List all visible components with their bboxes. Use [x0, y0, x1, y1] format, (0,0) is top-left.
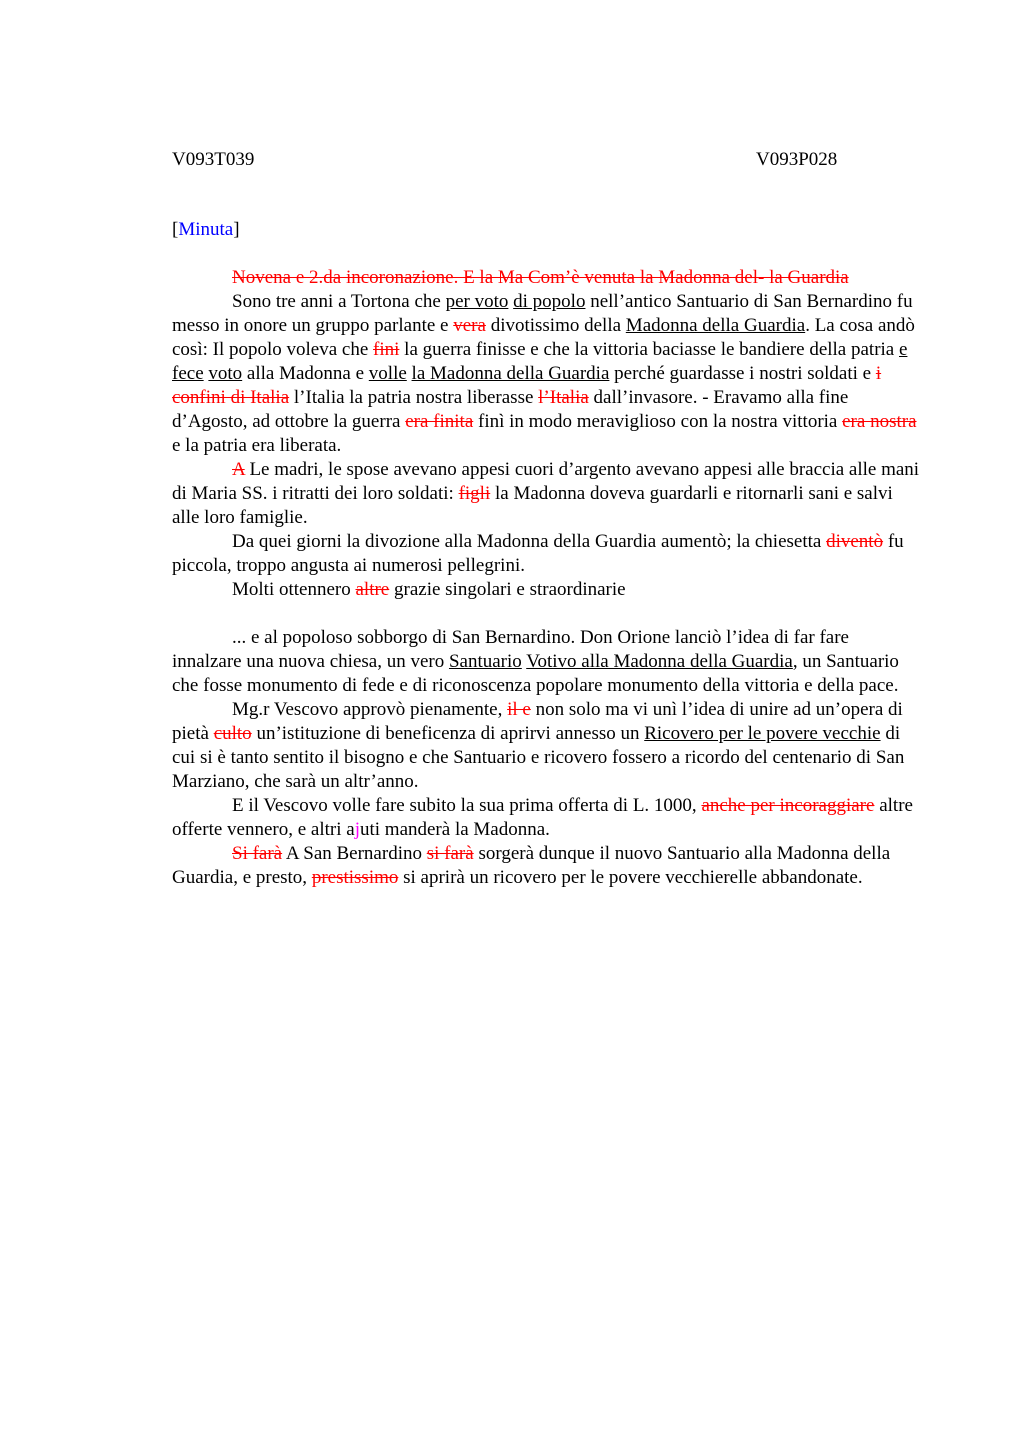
paragraph-3 — [172, 458, 922, 530]
paragraph-gap — [172, 602, 922, 626]
deleted-text: vera — [453, 315, 486, 336]
text: l’Italia la patria nostra liberasse — [289, 387, 539, 408]
text: Molti ottennero — [232, 579, 356, 600]
deleted-text: Novena e 2.da incoronazione. E la Ma Com’è venuta la Madonna del- la Guardia — [232, 267, 849, 288]
deleted-text: i confini di Italia — [172, 363, 882, 408]
text: ... e al popoloso sobborgo di San Bernardino. Don Orione lanciò l’idea di far fare innalzare una nuova chiesa, un vero — [172, 627, 849, 672]
paragraph-6 — [172, 626, 922, 698]
deleted-text: era finita — [405, 411, 474, 432]
text: perché guardasse i nostri soldati e — [609, 363, 876, 384]
text: la Madonna doveva guardarli e ritornarli sani e salvi alle loro famiglie. — [172, 483, 893, 528]
text: la guerra finisse e che la vittoria baciasse le bandiere della patria — [399, 339, 899, 360]
text: Da quei giorni la divozione alla Madonna della Guardia aumentò; la chiesetta — [232, 531, 827, 552]
underlined-text: di popolo — [513, 291, 586, 312]
underlined-text: per voto — [445, 291, 509, 312]
text: E il Vescovo volle fare subito la sua prima offerta di L. 1000, — [232, 795, 702, 816]
paragraph-2 — [172, 290, 922, 458]
text: . La cosa andò così: Il popolo voleva che — [172, 315, 915, 360]
text: dall’invasore. - Eravamo alla fine d’Agosto, ad ottobre la guerra — [172, 387, 849, 432]
paragraph-8 — [172, 794, 922, 842]
text: di cui si è tanto sentito il bisogno e che Santuario e ricovero fossero a ricordo del centenario di San Marziano, che sarà un altr’anno. — [172, 723, 905, 792]
code-right: V093P028 — [756, 149, 838, 170]
document-body — [172, 266, 922, 890]
document-page — [172, 148, 922, 890]
text: Le madri, le spose avevano appesi cuori d’argento avevano appesi alle braccia alle mani di Maria SS. i ritratti dei loro soldati: — [172, 459, 920, 504]
deleted-text: prestissimo — [311, 867, 399, 888]
text: finì in modo meraviglioso con la nostra vittoria — [473, 411, 843, 432]
paragraph-9 — [172, 842, 922, 890]
text: e la patria era liberata. — [172, 435, 342, 456]
text: divotissimo della — [485, 315, 626, 336]
underlined-text: volle — [368, 363, 407, 384]
text: uti manderà la Madonna. — [359, 819, 550, 840]
paragraph-5 — [172, 578, 922, 602]
text: Sono tre anni a Tortona che — [232, 291, 446, 312]
text: altre offerte vennero, e altri a — [172, 795, 913, 840]
underlined-text: Madonna della Guardia — [625, 315, 806, 336]
underlined-text: Votivo alla Madonna della Guardia — [526, 651, 793, 672]
text: , un Santuario che fosse monumento di fede e di riconoscenza popolare monumento della vittoria e della pace. — [172, 651, 899, 696]
bracket-open: [ — [172, 219, 179, 240]
deleted-text: culto — [213, 723, 252, 744]
text: fu piccola, troppo angusta ai numerosi pellegrini. — [172, 531, 904, 576]
deleted-text: anche per incoraggiare — [701, 795, 875, 816]
underlined-text: la Madonna della Guardia — [411, 363, 610, 384]
deleted-text: l’Italia — [538, 387, 589, 408]
deleted-text: il e — [507, 699, 531, 720]
text: si aprirà un ricovero per le povere vecchierelle abbandonate. — [398, 867, 863, 888]
code-left: V093T039 — [172, 149, 255, 170]
deleted-text: fini — [373, 339, 400, 360]
deleted-text: figli — [458, 483, 491, 504]
deleted-text: A — [232, 459, 245, 480]
document-codes — [172, 148, 922, 172]
paragraph-title-deleted — [172, 266, 922, 290]
text: sorgerà dunque il nuovo Santuario alla Madonna della Guardia, e presto, — [172, 843, 891, 888]
text: Mg.r Vescovo approvò pienamente, — [232, 699, 508, 720]
deleted-text: si farà — [426, 843, 474, 864]
text: nell’antico Santuario di San Bernardino fu messo in onore un gruppo parlante e — [172, 291, 913, 336]
underlined-text: Ricovero per le povere vecchie — [644, 723, 881, 744]
deleted-text: diventò — [826, 531, 884, 552]
underlined-text: voto — [208, 363, 243, 384]
inserted-text: j — [354, 819, 360, 840]
heading-label: Minuta — [178, 219, 234, 240]
deleted-text: era nostra — [842, 411, 917, 432]
text: grazie singolari e straordinarie — [389, 579, 626, 600]
paragraph-7 — [172, 698, 922, 794]
document-heading — [172, 218, 922, 242]
paragraph-4 — [172, 530, 922, 578]
bracket-close: ] — [233, 219, 240, 240]
text: un’istituzione di beneficenza di aprirvi annesso un — [251, 723, 645, 744]
deleted-text: Si farà — [232, 843, 283, 864]
text: non solo ma vi unì l’idea di unire ad un’opera di pietà — [172, 699, 903, 744]
underlined-text: e fece — [172, 339, 908, 384]
deleted-text: altre — [355, 579, 390, 600]
underlined-text: Santuario — [448, 651, 522, 672]
text: alla Madonna e — [242, 363, 369, 384]
text: A San Bernardino — [282, 843, 427, 864]
